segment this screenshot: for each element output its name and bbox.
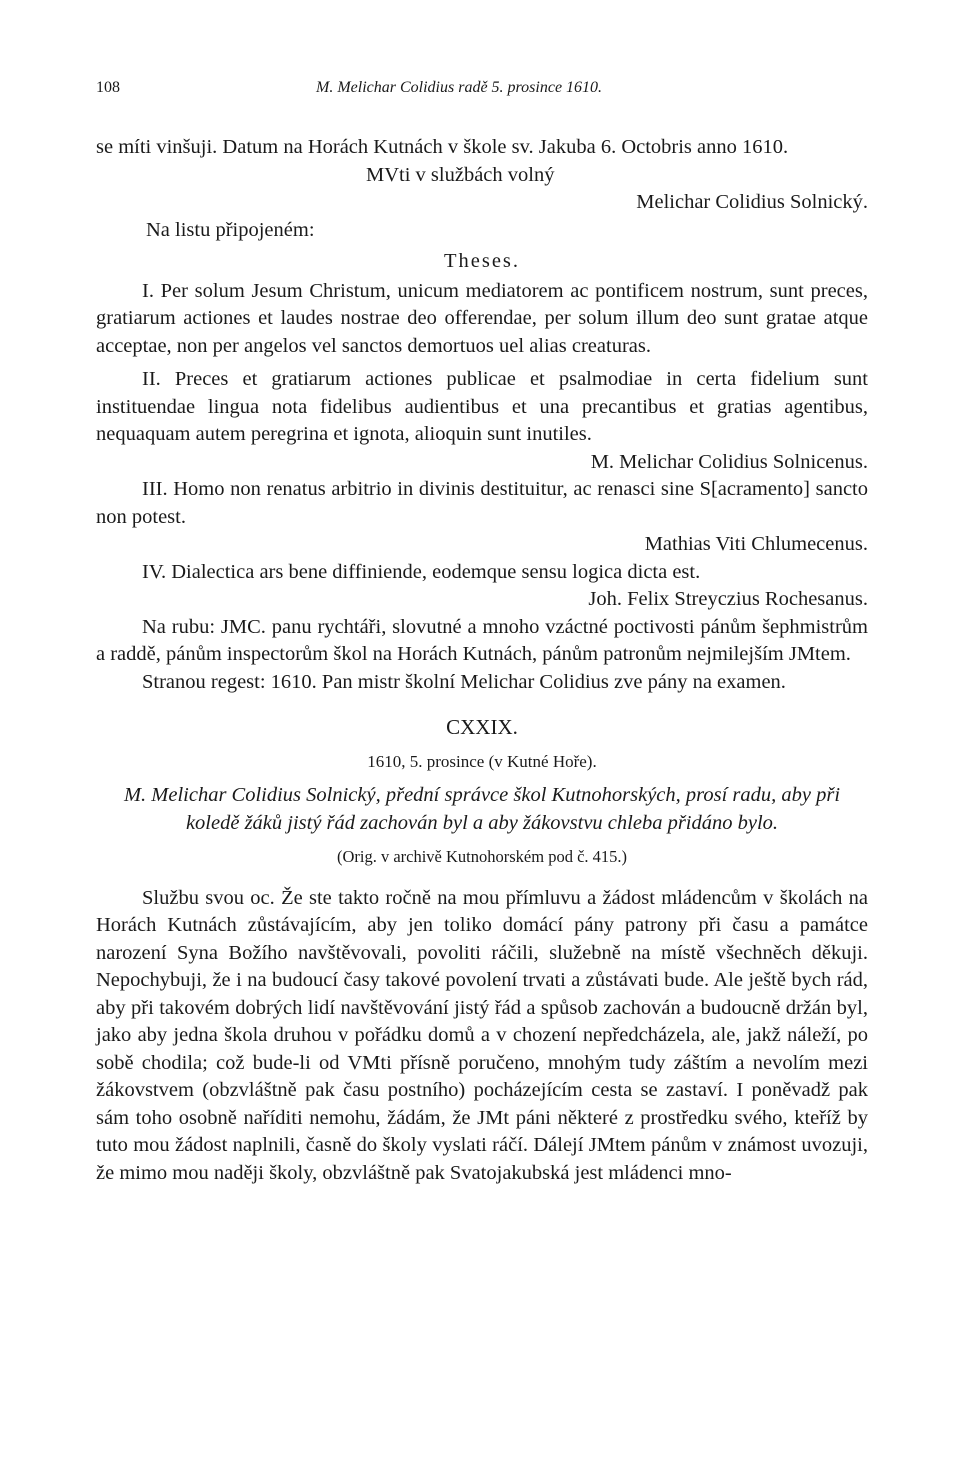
document-date: 1610, 5. prosince (v Kutné Hoře). [367, 751, 597, 771]
document-body: Službu svou oc. Že ste takto ročně na mou přímluvu a žádost mládencům v školách na Horách Kutnách zůstávajícím, aby jen toliko domácí pány patrony při času a památce narození Syna Božího navštěvovali, povoliti ráčili, služebně na místě všechněch děkuji. Nepochybuji, že i na budoucí časy takové povolení trvati a zůstávati bude. Ale ještě bych rád, aby při takovém dobrých lidí navštěvování jistý řád a spůsob zachován a budoucně držán byl, jako aby jedna škola druhou v pořádku domů a v chození nepředcházela, ale, jakž náleží, po sobě chodila; což bude-li od VMti přísně poručeno, mnohým tudy záštím a nevolím mezi žákovstvem (obzvláštně pak času postního) pocházejícím cesta se zastaví. I poněvadž pak sám toho osobně naříditi nemohu, žádám, že JMt páni některé z prostředku svého, kteříž by tuto mou žádost naplnili, časně do školy vyslati ráčí. Dálejí JMtem pánům v známost uvozuji, že mimo mou naději školy, obzvláštně pak Svatojakubská jest mládenci mno- [96, 886, 868, 1184]
regest-paragraph: Stranou regest: 1610. Pan mistr školní Melichar Colidius zve pány na examen. [142, 670, 786, 693]
thesis-3-signature: Mathias Viti Chlumecenus. [644, 533, 868, 555]
page-number: 108 [96, 79, 120, 96]
document-source: (Orig. v archivě Kutnohorském pod č. 415.) [336, 847, 628, 866]
thesis-1: I. Per solum Jesum Christum, unicum mediatorem ac pontificem nostrum, sunt preces, gratiarum actiones et laudes nostrae deo offerendae, per solum illum deo sunt gratae atque acceptae, non per angelos vel sanctos demortuos uel alias creaturas. [96, 279, 868, 357]
letter-closing: MVti v službách volný [366, 163, 555, 186]
thesis-2: II. Preces et gratiarum actiones publicae et psalmodiae in certa fidelium sunt instituendae lingua nota fidelibus audientibus et una precantibus et gratias agentibus, nequaquam autem peregrina et ignota, alioquin sunt inutiles. [96, 368, 868, 445]
theses-heading: Theses. [443, 250, 521, 272]
thesis-3: III. Homo non renatus arbitrio in divinis destituitur, ac renasci sine S[acramento] sancto non potest. [96, 478, 868, 528]
address-paragraph: Na rubu: JMC. panu rychtáři, slovutné a mnoho vzáctné poctivosti pánům šephmistrům a raddě, pánům inspectorům škol na Horách Kutnách, pánům patronům nejmilejším JMtem. [96, 615, 868, 665]
page-body [96, 134, 868, 1187]
letter-end-paragraph: se míti vinšuji. Datum na Horách Kutnách v škole sv. Jakuba 6. Octobris anno 1610. [96, 136, 789, 158]
document-number: CXXIX. [446, 715, 518, 739]
document-title: M. Melichar Colidius Solnický, přední správce škol Kutnohorských, prosí radu, aby při koledě žáků jistý řád zachován byl a aby žákovstvu chleba přidáno bylo. [123, 784, 841, 834]
attachment-label: Na listu připojeném: [146, 218, 315, 241]
thesis-4: IV. Dialectica ars bene diffiniende, eodemque sensu logica dicta est. [142, 560, 701, 583]
page-header [96, 74, 866, 102]
letter-signature: Melichar Colidius Solnický. [636, 191, 868, 213]
thesis-4-signature: Joh. Felix Streyczius Rochesanus. [588, 588, 868, 610]
thesis-2-signature: M. Melichar Colidius Solnicenus. [590, 450, 868, 473]
running-title: M. Melichar Colidius radě 5. prosince 1610. [316, 79, 603, 96]
